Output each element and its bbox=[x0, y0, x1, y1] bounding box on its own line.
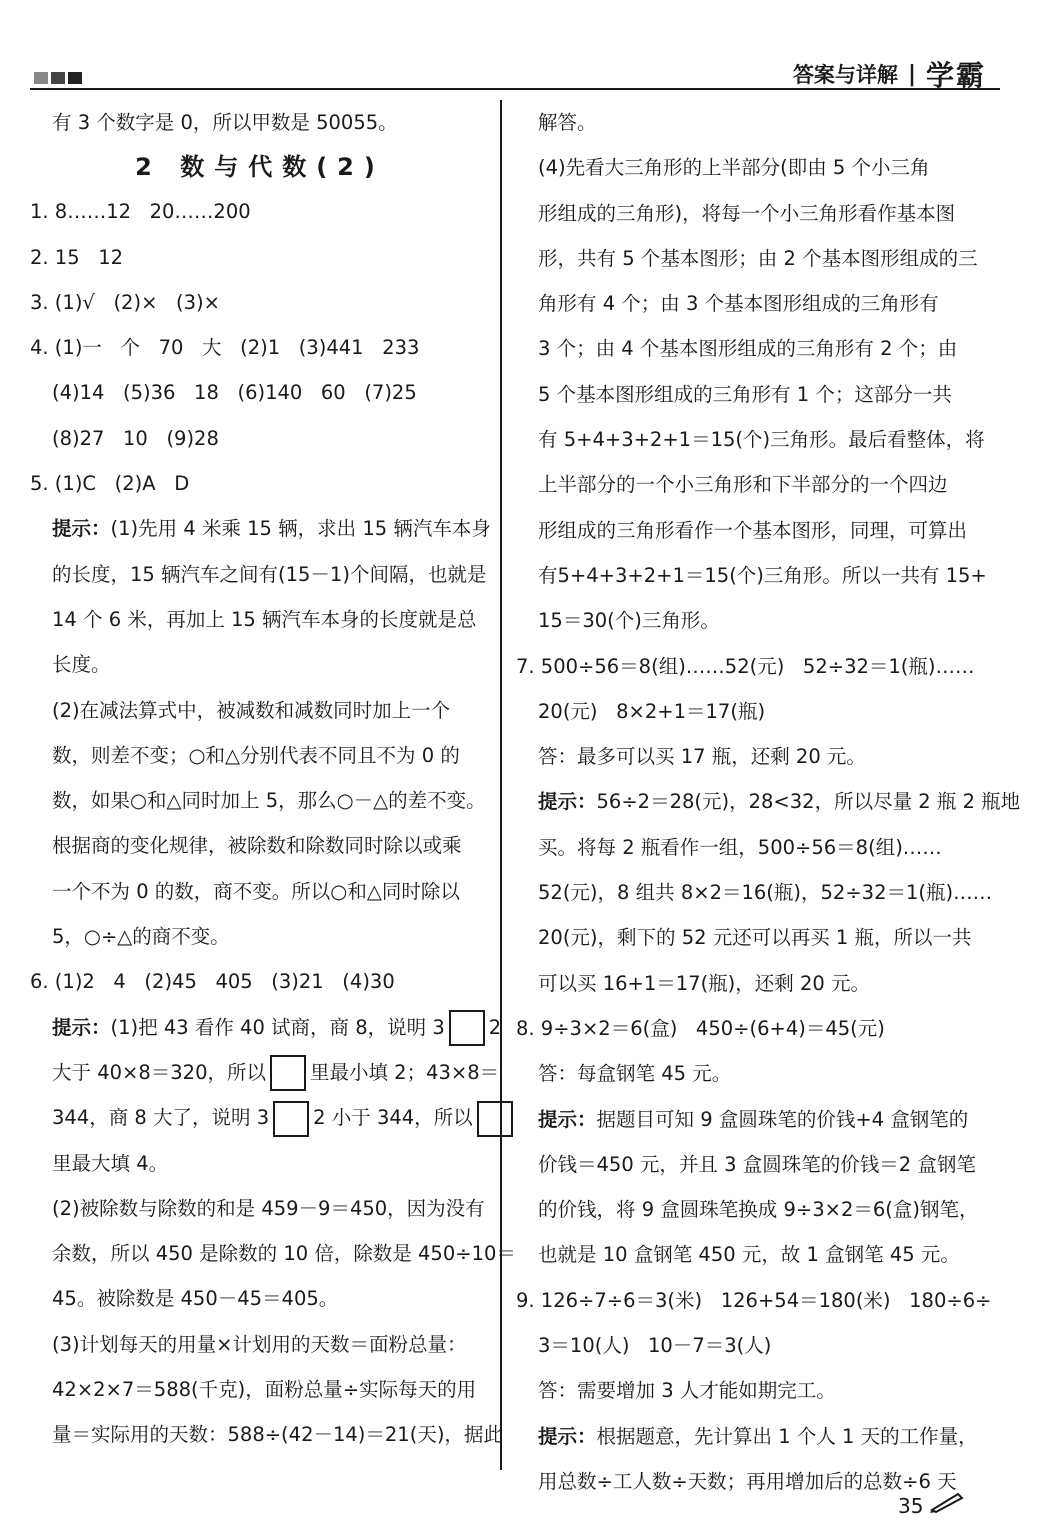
answer-2: 2. 15 12 bbox=[30, 245, 124, 269]
text-span: 2 bbox=[488, 1015, 502, 1039]
hint-line bbox=[516, 1414, 978, 1459]
hint-label: 提示： bbox=[52, 517, 111, 541]
text-line: 20(元) 8×2+1＝17(瓶) bbox=[538, 699, 766, 723]
left-column bbox=[30, 100, 516, 1458]
text-line: (8)27 10 (9)28 bbox=[52, 426, 219, 450]
text-line: 形组成的三角形)，将每一个小三角形看作基本图 bbox=[538, 201, 956, 225]
text-line: 的价钱，将 9 盒圆珠笔换成 9÷3×2＝6(盒)钢笔， bbox=[538, 1198, 979, 1222]
text-line bbox=[30, 1095, 490, 1140]
text-span: (1)把 43 看作 40 试商，商 8，说明 3 bbox=[110, 1015, 445, 1039]
text-line: (4)14 (5)36 18 (6)140 60 (7)25 bbox=[52, 381, 417, 405]
text-line: 角形有 4 个；由 3 个基本图形组成的三角形有 bbox=[538, 292, 939, 316]
text-line: 42×2×7＝588(千克)，面粉总量÷实际每天的用 bbox=[52, 1378, 477, 1402]
answer-1: 1. 8……12 20……200 bbox=[30, 200, 251, 224]
text-line: 答：需要增加 3 人才能如期完工。 bbox=[538, 1379, 836, 1403]
text-line: 形组成的三角形看作一个基本图形，同理，可算出 bbox=[538, 518, 968, 542]
text-line: 数，如果○和△同时加上 5，那么○－△的差不变。 bbox=[52, 789, 486, 813]
text-line: 里最大填 4。 bbox=[52, 1151, 169, 1175]
text-line: 有 3 个数字是 0，所以甲数是 50055。 bbox=[52, 111, 398, 134]
text-span: 根据题意，先计算出 1 个人 1 天的工作量， bbox=[596, 1424, 978, 1448]
text-span: 344，商 8 大了，说明 3 bbox=[52, 1106, 270, 1130]
text-line: 买。将每 2 瓶看作一组，500÷56＝8(组)…… bbox=[538, 835, 942, 859]
header-rule bbox=[30, 88, 1000, 90]
text-line: 5 个基本图形组成的三角形有 1 个；这部分一共 bbox=[538, 382, 952, 406]
text-line: 解答。 bbox=[538, 111, 597, 134]
text-line: 45。被除数是 450－45＝405。 bbox=[52, 1287, 339, 1311]
text-line: 量＝实际用的天数：588÷(42－14)＝21(天)，据此 bbox=[52, 1423, 503, 1447]
text-line: 上半部分的一个小三角形和下半部分的一个四边 bbox=[538, 473, 948, 497]
blank-box bbox=[477, 1101, 513, 1137]
hint-line bbox=[30, 1005, 502, 1050]
text-line: 答：每盒钢笔 45 元。 bbox=[538, 1062, 732, 1086]
hint-label: 提示： bbox=[538, 1107, 597, 1131]
text-line: 价钱＝450 元，并且 3 盒圆珠笔的价钱＝2 盒钢笔 bbox=[538, 1152, 976, 1176]
hint-line bbox=[30, 506, 490, 551]
text-line: 20(元)，剩下的 52 元还可以再买 1 瓶，所以一共 bbox=[538, 926, 972, 950]
text-line: (2)在减法算式中，被减数和减数同时加上一个 bbox=[52, 698, 451, 722]
answer-4: 4. (1)一 个 70 大 (2)1 (3)441 233 bbox=[30, 336, 420, 360]
text-line: 15＝30(个)三角形。 bbox=[538, 609, 720, 633]
answer-8: 8. 9÷3×2＝6(盒) 450÷(6+4)＝45(元) bbox=[516, 1016, 885, 1040]
text-line: 也就是 10 盒钢笔 450 元，故 1 盒钢笔 45 元。 bbox=[538, 1243, 960, 1267]
text-line: 有5+4+3+2+1＝15(个)三角形。所以一共有 15+ bbox=[538, 563, 987, 587]
blank-box bbox=[449, 1010, 485, 1046]
text-span: (1)先用 4 米乘 15 辆，求出 15 辆汽车本身 bbox=[110, 517, 491, 541]
text-line: 长度。 bbox=[52, 653, 111, 677]
text-line: 有 5+4+3+2+1＝15(个)三角形。最后看整体，将 bbox=[538, 428, 985, 452]
text-line: 3 个；由 4 个基本图形组成的三角形有 2 个；由 bbox=[538, 337, 958, 361]
hint-label: 提示： bbox=[538, 790, 597, 814]
header-separator: | bbox=[907, 61, 916, 87]
hint-line bbox=[516, 1097, 974, 1142]
answer-5: 5. (1)C (2)A D bbox=[30, 472, 190, 496]
text-line: 52(元)，8 组共 8×2＝16(瓶)，52÷32＝1(瓶)…… bbox=[538, 881, 993, 905]
text-span: 大于 40×8＝320，所以 bbox=[52, 1060, 266, 1084]
answer-6: 6. (1)2 4 (2)45 405 (3)21 (4)30 bbox=[30, 970, 395, 994]
text-line: 答：最多可以买 17 瓶，还剩 20 元。 bbox=[538, 745, 866, 769]
text-line: 用总数÷工人数÷天数；再用增加后的总数÷6 天 bbox=[538, 1469, 957, 1493]
text-line: 数，则差不变；○和△分别代表不同且不为 0 的 bbox=[52, 743, 460, 767]
text-line: 5，○÷△的商不变。 bbox=[52, 925, 230, 949]
hint-line bbox=[516, 779, 1021, 824]
text-line: (2)被除数与除数的和是 459－9＝450，因为没有 bbox=[52, 1196, 485, 1220]
text-span: 里最小填 2；43×8＝ bbox=[309, 1060, 500, 1084]
brand-logo: 学霸 bbox=[925, 59, 986, 92]
text-line bbox=[30, 1050, 500, 1095]
answer-7: 7. 500÷56＝8(组)……52(元) 52÷32＝1(瓶)…… bbox=[516, 654, 975, 678]
right-column bbox=[516, 100, 1021, 1504]
blank-box bbox=[273, 1101, 309, 1137]
text-line: 可以买 16+1＝17(瓶)，还剩 20 元。 bbox=[538, 971, 870, 995]
text-line: 14 个 6 米，再加上 15 辆汽车本身的长度就是总 bbox=[52, 607, 477, 631]
hint-label: 提示： bbox=[538, 1424, 597, 1448]
text-span: 2 小于 344，所以 bbox=[313, 1106, 473, 1130]
hint-label: 提示： bbox=[52, 1015, 111, 1039]
text-line: 一个不为 0 的数，商不变。所以○和△同时除以 bbox=[52, 879, 460, 903]
text-line: 形，共有 5 个基本图形；由 2 个基本图形组成的三 bbox=[538, 246, 978, 270]
text-line: 3＝10(人) 10－7＝3(人) bbox=[538, 1334, 772, 1358]
pen-icon bbox=[928, 1490, 968, 1514]
text-line: 余数，所以 450 是除数的 10 倍，除数是 450÷10＝ bbox=[52, 1242, 516, 1266]
text-span: 56÷2＝28(元)，28<32，所以尽量 2 瓶 2 瓶地 bbox=[596, 790, 1021, 814]
answer-3: 3. (1)√ (2)× (3)× bbox=[30, 290, 220, 314]
text-line: 根据商的变化规律，被除数和除数同时除以或乘 bbox=[52, 834, 462, 858]
text-line: (4)先看大三角形的上半部分(即由 5 个小三角 bbox=[538, 156, 930, 180]
answer-9: 9. 126÷7÷6＝3(米) 126+54＝180(米) 180÷6÷ bbox=[516, 1288, 992, 1312]
page-number: 35 bbox=[898, 1494, 924, 1518]
header-title: 答案与详解 bbox=[792, 63, 898, 87]
text-line: (3)计划每天的用量×计划用的天数＝面粉总量： bbox=[52, 1332, 467, 1356]
text-line: 的长度，15 辆汽车之间有(15－1)个间隔，也就是 bbox=[52, 562, 487, 586]
text-span: 据题目可知 9 盒圆珠笔的价钱+4 盒钢笔的 bbox=[596, 1107, 969, 1131]
section-title: 2 数与代数(2) bbox=[135, 153, 385, 182]
header-decoration bbox=[34, 72, 82, 84]
blank-box bbox=[270, 1055, 306, 1091]
